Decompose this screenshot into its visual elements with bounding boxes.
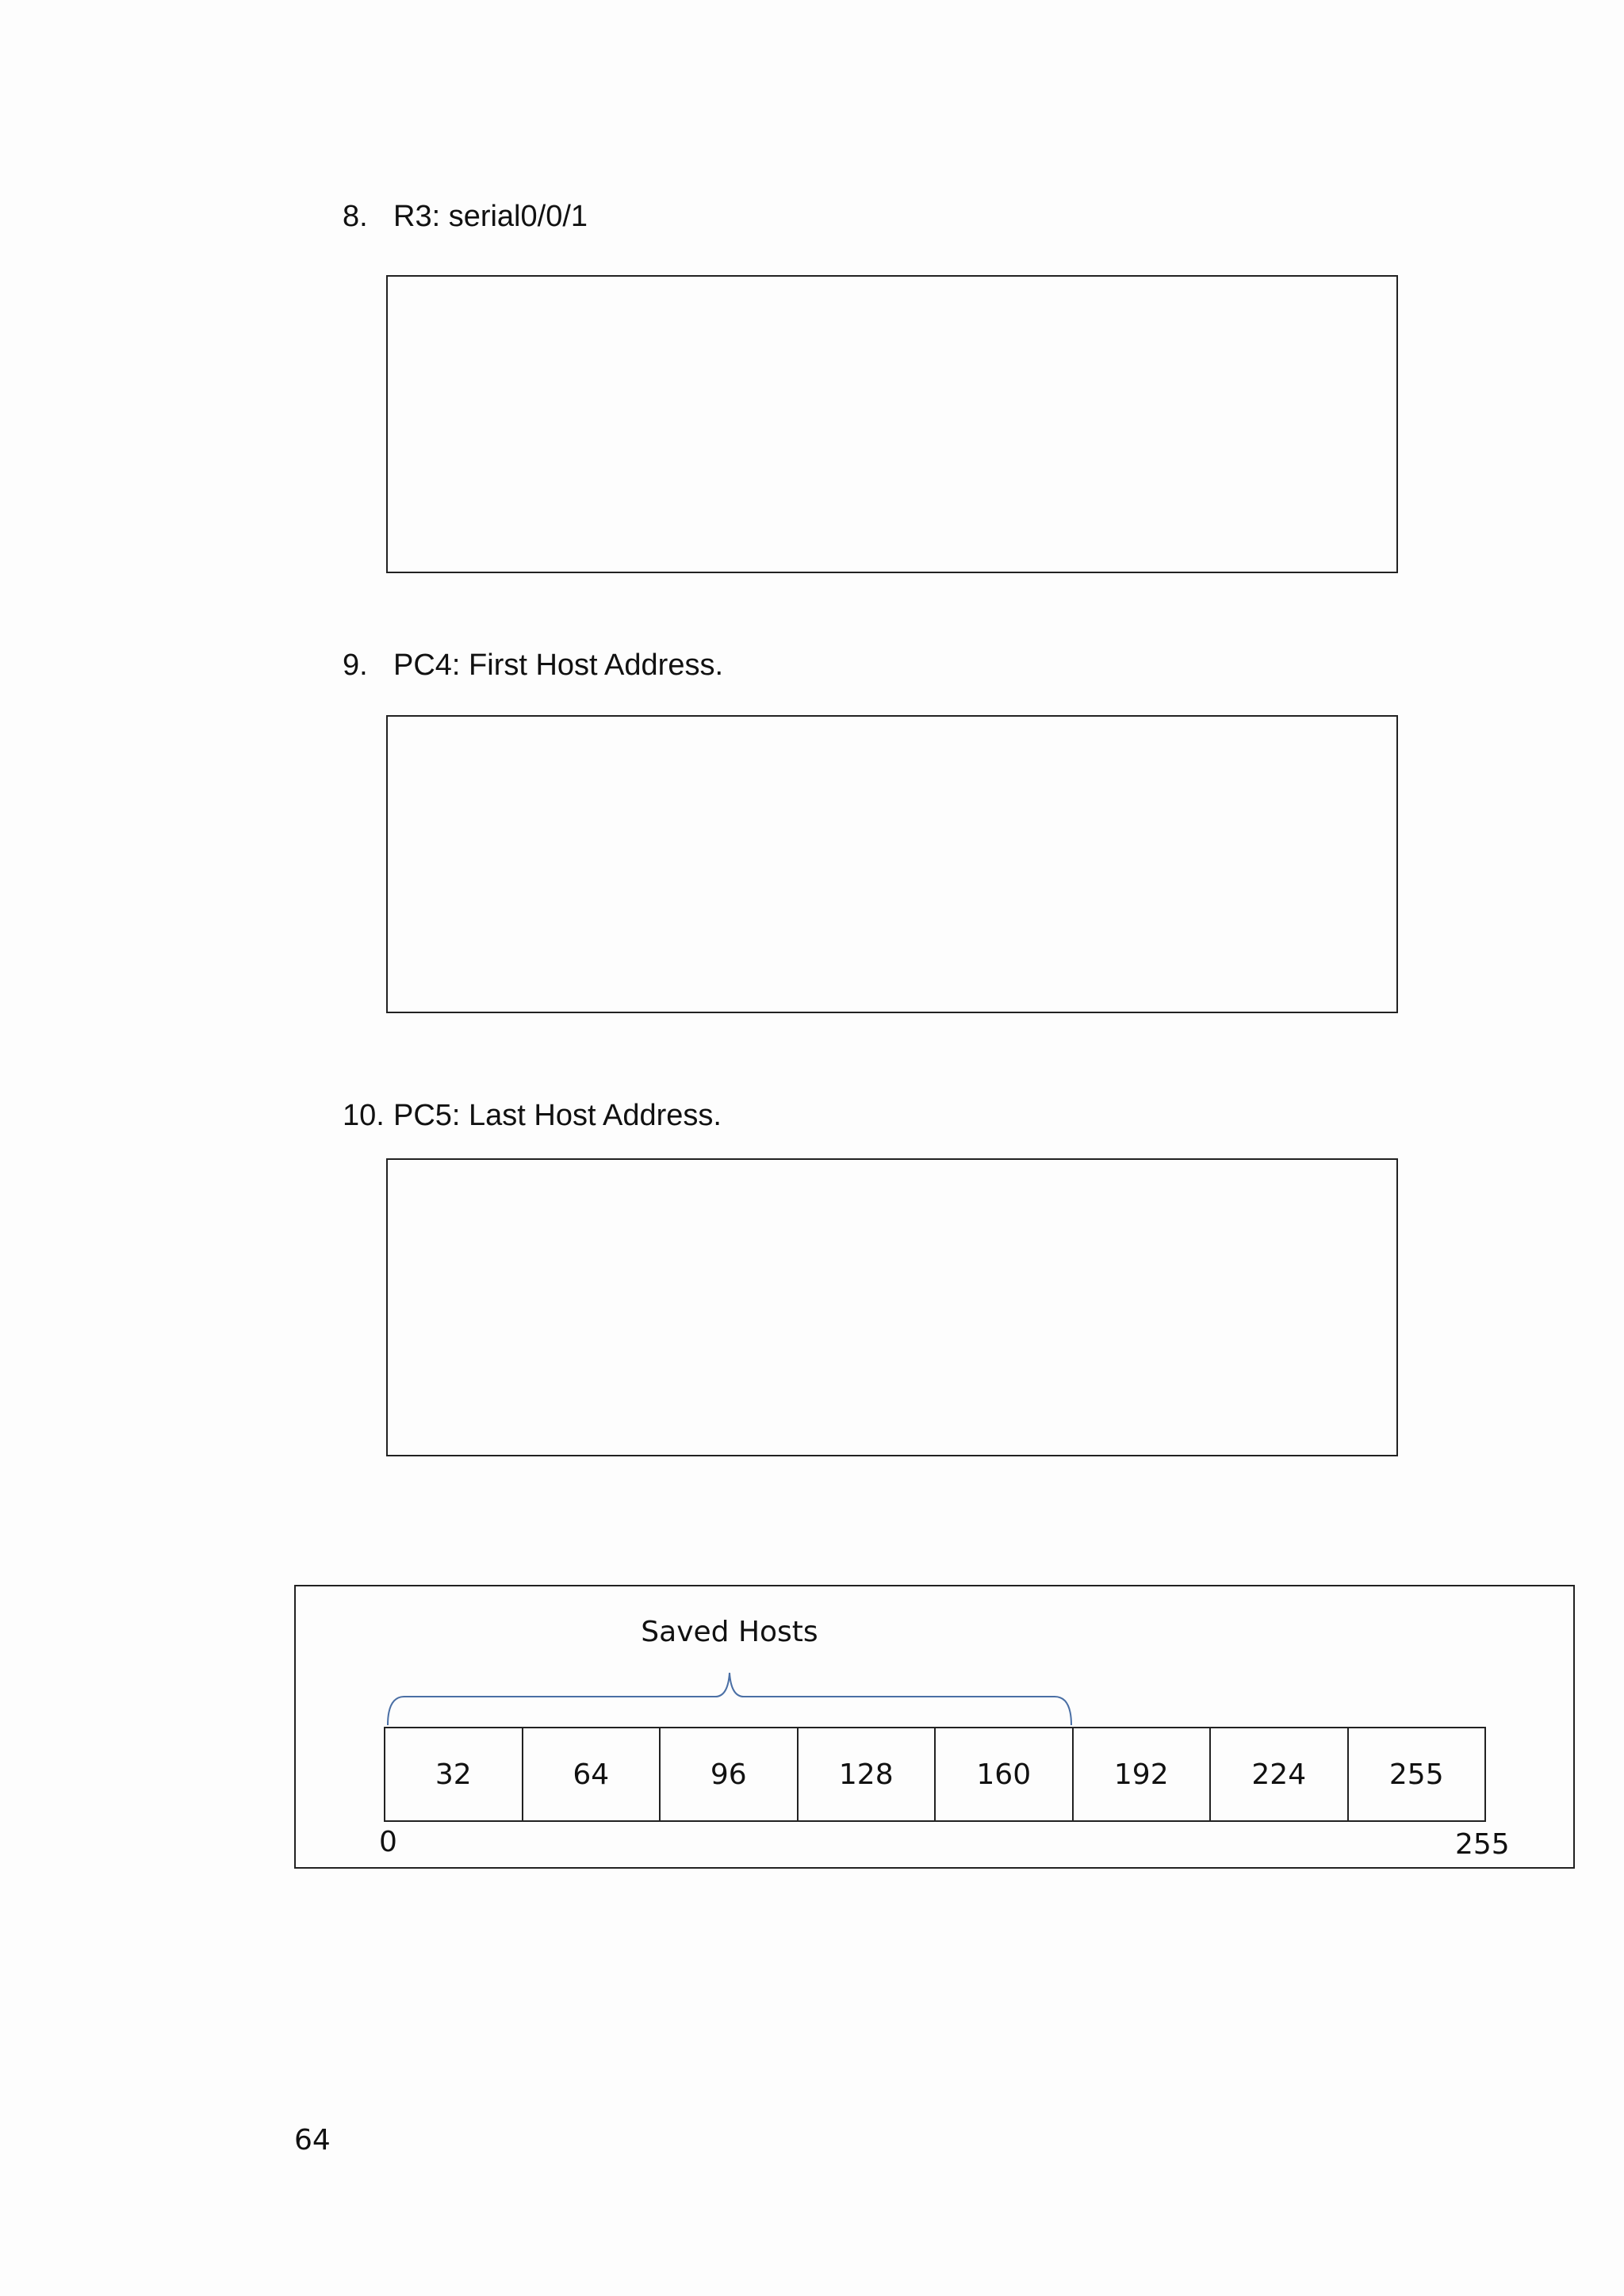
axis-end-label: 255: [1455, 1828, 1510, 1861]
address-block: 224: [1211, 1728, 1349, 1820]
question-9: [343, 647, 723, 683]
address-block: 255: [1388, 1758, 1444, 1791]
answer-box-10[interactable]: [386, 1158, 1398, 1456]
question-text: PC4: First Host Address.: [393, 649, 724, 682]
question-number: 9.: [343, 649, 368, 682]
page-number: 64: [294, 2124, 331, 2156]
question-text: PC5: Last Host Address.: [393, 1099, 722, 1132]
answer-box-9[interactable]: [386, 715, 1398, 1013]
address-block: 128: [799, 1728, 936, 1820]
address-block: 64: [523, 1728, 661, 1820]
question-text: R3: serial0/0/1: [393, 200, 588, 233]
answer-box-8[interactable]: [386, 275, 1398, 573]
question-10: [343, 1097, 722, 1134]
address-block: 32: [385, 1728, 523, 1820]
address-block: 96: [661, 1728, 799, 1820]
address-blocks: [384, 1727, 1486, 1822]
question-8: [343, 198, 588, 235]
question-number: 10.: [343, 1099, 385, 1132]
address-block: 192: [1074, 1728, 1212, 1820]
saved-hosts-label: Saved Hosts: [641, 1616, 818, 1648]
axis-start-label: 0: [379, 1826, 397, 1858]
question-number: 8.: [343, 200, 368, 233]
address-block: 160: [936, 1728, 1074, 1820]
